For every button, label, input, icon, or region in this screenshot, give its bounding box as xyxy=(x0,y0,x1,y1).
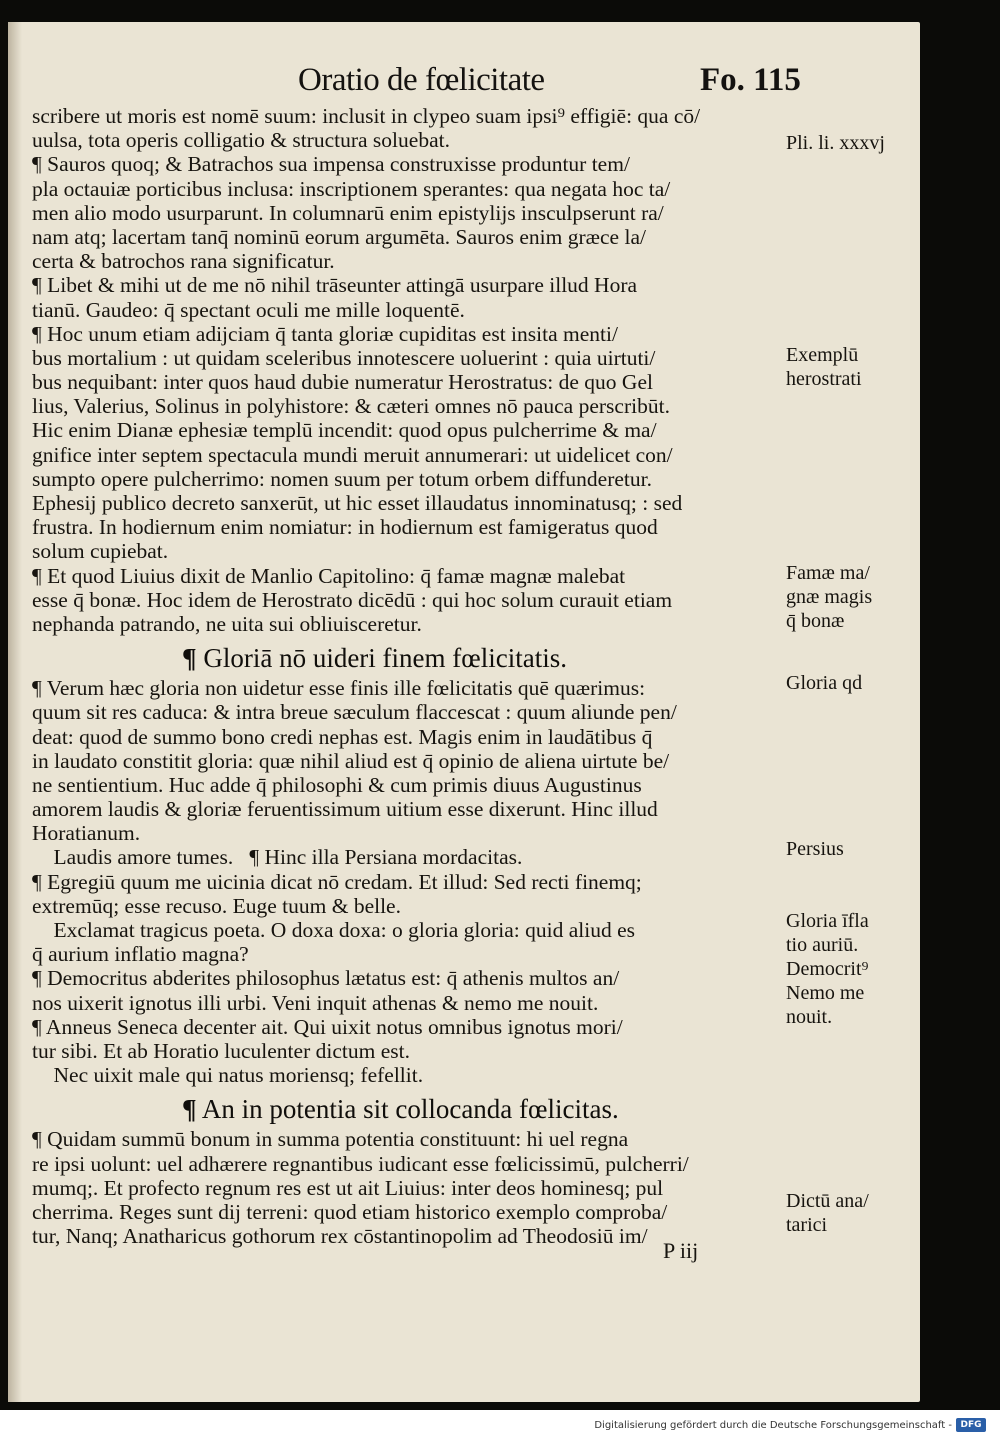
margin-note: nouit. xyxy=(786,1006,833,1028)
paragraph-3 xyxy=(32,273,797,321)
margin-note: Pli. li. xxxvj xyxy=(786,132,885,154)
text-line: Exclamat tragicus poeta. O doxa doxa: o gloria gloria: quid aliud es xyxy=(32,918,636,942)
heading-text: An in potentia sit collocanda fœlicitas. xyxy=(201,1094,619,1125)
margin-note: tio auriū. xyxy=(786,934,859,956)
margin-note: Gloria qd xyxy=(786,672,863,694)
text-line: Nec uixit male qui natus moriensq; fefellit. xyxy=(32,1063,424,1088)
text-line: ¶ Libet & mihi ut de me nō nihil trāseunter attingā usurpare illud Hora xyxy=(32,273,638,298)
text-line: Hic enim Dianæ ephesiæ templū incendit: quod opus pulcherrime & ma/ xyxy=(32,418,657,443)
text-line: in laudato constitit gloria: quæ nihil aliud est q̄ opinio de aliena uirtute be/ xyxy=(32,748,670,773)
text-line: ¶ Quidam summū bonum in summa potentia constituunt: hi uel regna xyxy=(32,1127,629,1152)
text-line: cherrima. Reges sunt dij terreni: quod etiam historico exemplo comproba/ xyxy=(32,1199,668,1224)
text-line: ¶ Verum hæc gloria non uidetur esse finis ille fœlicitatis quē quærimus: xyxy=(32,676,646,701)
text-line: esse q̄ bonæ. Hoc idem de Herostrato dicēdū : qui hoc solum curauit etiam xyxy=(32,587,673,612)
text-line: solum cupiebat. xyxy=(32,539,169,564)
text-line: extremūq; esse recuso. Euge tuum & belle. xyxy=(32,893,401,918)
text-line: pla octauiæ porticibus inclusa: inscriptionem sperantes: qua negata hoc ta/ xyxy=(32,176,671,201)
text-line: gnifice inter septem spectacula mundi meruit annumerari: ut uidelicet con/ xyxy=(32,442,673,467)
text-line: frustra. In hodiernum enim nomiatur: in hodiernum est famigeratus quod xyxy=(32,515,658,540)
text-line: nephanda patrando, ne uita sui obliuisceretur. xyxy=(32,611,422,636)
margin-note: Persius xyxy=(786,838,844,860)
text-line: uulsa, tota operis colligatio & structura soluebat. xyxy=(32,128,450,153)
text-line: ne sentientium. Huc adde q̄ philosophi & cum primis diuus Augustinus xyxy=(32,772,642,797)
text-line: re ipsi uolunt: uel adhærere regnantibus iudicant esse fœlicissimū, pulcherri/ xyxy=(32,1151,689,1176)
folio-number: Fo. 115 xyxy=(700,62,801,98)
margin-note: q̄ bonæ xyxy=(786,610,845,632)
text-line: lius, Valerius, Solinus in polyhistore: & cæteri omnes nō pauca perscribūt. xyxy=(32,394,670,419)
paragraph-7 xyxy=(32,845,797,1087)
text-line: mumq;. Et profecto regnum res est ut ait Liuius: inter deos hominesq; pul xyxy=(32,1175,664,1200)
funding-credit: Digitalisierung gefördert durch die Deutsche Forschungsgemeinschaft - xyxy=(594,1420,952,1431)
margin-note: Gloria īfla xyxy=(786,910,869,932)
text-line: sumpto opere pulcherrimo: nomen suum per totum orbem diffunderetur. xyxy=(32,466,652,491)
paragraph-6 xyxy=(32,676,797,845)
margin-notes xyxy=(786,22,926,1322)
text-line: men alio modo usurparunt. In columnarū enim epistylijs insculpserunt ra/ xyxy=(32,200,664,225)
paragraph-5 xyxy=(32,564,797,637)
text-line: nos uixerit ignotus illi urbi. Veni inquit athenas & nemo me nouit. xyxy=(32,990,599,1015)
text-line: ¶ Egregiū quum me uicinia dicat nō credam. Et illud: Sed recti finemq; xyxy=(32,869,642,894)
paragraph-mark: ¶ xyxy=(182,643,197,674)
paragraph-2 xyxy=(32,152,797,273)
book-page xyxy=(8,22,920,1402)
text-line: q̄ aurium inflatio magna? xyxy=(32,942,249,967)
text-line: quum sit res caduca: & intra breue sæculum flaccescat : quum aliunde pen/ xyxy=(32,700,677,725)
text-line: tur sibi. Et ab Horatio luculenter dictum est. xyxy=(32,1038,410,1063)
text-line: amorem laudis & gloriæ feruentissimum uitium esse dixerunt. Hinc illud xyxy=(32,797,658,822)
margin-note: tarici xyxy=(786,1214,828,1236)
text-line: ¶ Et quod Liuius dixit de Manlio Capitolino: q̄ famæ magnæ malebat xyxy=(32,563,626,588)
footer-bar xyxy=(0,1410,1000,1440)
paragraph-1 xyxy=(32,104,797,152)
text-line: tur, Nanq; Anatharicus gothorum rex cōstantinopolim ad Theodosiū im/ xyxy=(32,1224,648,1249)
dfg-logo-icon: DFG xyxy=(956,1418,986,1432)
text-line: bus nequibant: inter quos haud dubie numeratur Herostratus: de quo Gel xyxy=(32,370,653,395)
text-line: ¶ Hoc unum etiam adijciam q̄ tanta gloriæ cupiditas est insita menti/ xyxy=(32,321,618,346)
paragraph-8 xyxy=(32,1127,797,1248)
margin-note: Dictū ana/ xyxy=(786,1190,869,1212)
text-line: certa & batrochos rana significatur. xyxy=(32,249,335,274)
section-heading-potentia xyxy=(32,1093,797,1125)
signature-mark: P iij xyxy=(663,1238,699,1263)
margin-note: Democrit⁹ xyxy=(786,958,869,980)
margin-note: Famæ ma/ xyxy=(786,562,870,584)
text-line: deat: quod de summo bono credi nephas est. Magis enim in laudātibus q̄ xyxy=(32,724,653,749)
text-line: Horatianum. xyxy=(32,821,141,846)
running-title: Oratio de fœlicitate xyxy=(298,62,545,98)
text-line: ¶ Anneus Seneca decenter ait. Qui uixit notus omnibus ignotus mori/ xyxy=(32,1014,623,1039)
text-line: Laudis amore tumes. ¶ Hinc illa Persiana mordacitas. xyxy=(32,845,523,870)
gutter-shadow xyxy=(8,22,22,1402)
heading-text: Gloriā nō uideri finem fœlicitatis. xyxy=(203,643,567,674)
margin-note: gnæ magis xyxy=(786,586,873,608)
paragraph-4 xyxy=(32,322,797,564)
paragraph-mark: ¶ xyxy=(182,1094,197,1125)
text-line: Ephesij publico decreto sanxerūt, ut hic esset illaudatus innominatusq; : sed xyxy=(32,491,683,515)
text-line: scribere ut moris est nomē suum: inclusit in clypeo suam ipsi⁹ effigiē: qua cō/ xyxy=(32,104,701,128)
margin-note: herostrati xyxy=(786,368,862,390)
section-heading-gloria xyxy=(32,642,797,674)
text-line: nam atq; lacertam tanq̄ nominū eorum argumēta. Sauros enim græce la/ xyxy=(32,224,646,249)
text-line: tianū. Gaudeo: q̄ spectant oculi me mille loquentē. xyxy=(32,297,465,322)
text-line: ¶ Sauros quoq; & Batrachos sua impensa construxisse produntur tem/ xyxy=(32,152,630,177)
text-line: ¶ Democritus abderites philosophus lætatus est: q̄ athenis multos an/ xyxy=(32,966,620,991)
margin-note: Exemplū xyxy=(786,344,859,366)
margin-note: Nemo me xyxy=(786,982,865,1004)
main-text-block xyxy=(32,104,797,1248)
text-line: bus mortalium : ut quidam sceleribus innotescere uoluerint : quia uirtuti/ xyxy=(32,345,656,370)
